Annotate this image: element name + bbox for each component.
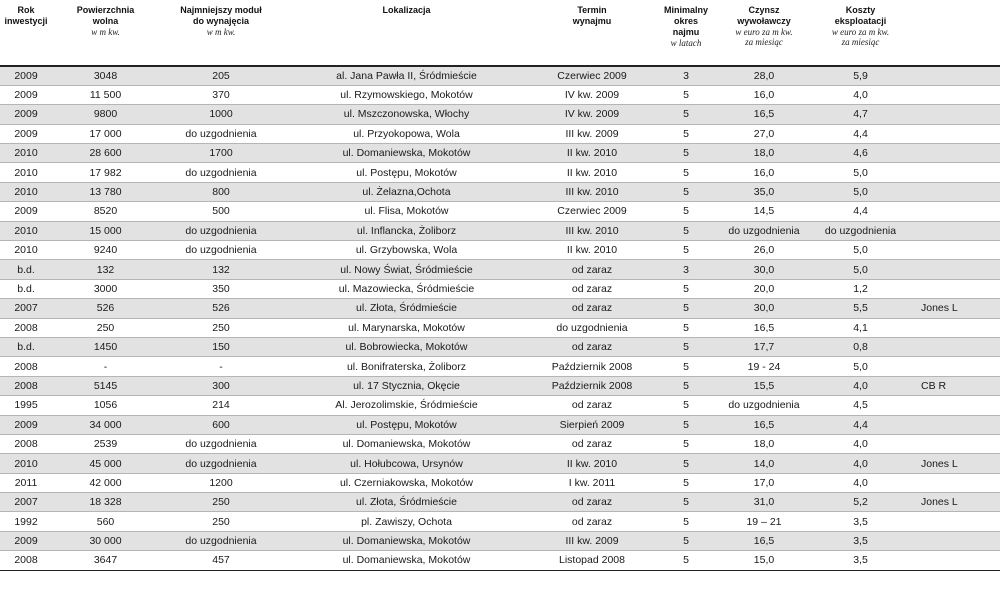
cell-free-area: 17 000 — [52, 124, 159, 143]
header-rent-title: Czynsz wywoławczy — [737, 5, 791, 26]
cell-min-lease: 5 — [654, 163, 718, 182]
header-year — [0, 0, 52, 66]
cell-location: ul. Przyokopowa, Wola — [283, 124, 530, 143]
cell-year: 2010 — [0, 241, 52, 260]
cell-agent — [911, 202, 1000, 221]
cell-free-area: 30 000 — [52, 531, 159, 550]
cell-location: al. Jana Pawła II, Śródmieście — [283, 66, 530, 85]
cell-year: 2009 — [0, 105, 52, 124]
cell-min-lease: 5 — [654, 105, 718, 124]
cell-location: ul. Żelazna,Ochota — [283, 182, 530, 201]
cell-operating-costs: 3,5 — [810, 512, 911, 531]
cell-agent — [911, 473, 1000, 492]
cell-rent: 14,0 — [718, 454, 810, 473]
cell-rent: 18,0 — [718, 144, 810, 163]
cell-rental-date: Czerwiec 2009 — [530, 202, 654, 221]
cell-location: ul. Domaniewska, Mokotów — [283, 551, 530, 570]
cell-free-area: 3048 — [52, 66, 159, 85]
cell-rental-date: od zaraz — [530, 299, 654, 318]
cell-operating-costs: 5,9 — [810, 66, 911, 85]
table-row — [0, 337, 1000, 356]
cell-min-lease: 5 — [654, 337, 718, 356]
cell-min-lease: 5 — [654, 531, 718, 550]
cell-agent — [911, 105, 1000, 124]
cell-rent: do uzgodnienia — [718, 221, 810, 240]
cell-rent: 35,0 — [718, 182, 810, 201]
cell-year: 2010 — [0, 454, 52, 473]
table-row — [0, 512, 1000, 531]
cell-free-area: 9800 — [52, 105, 159, 124]
cell-location: ul. Złota, Śródmieście — [283, 299, 530, 318]
cell-min-lease: 3 — [654, 66, 718, 85]
cell-operating-costs: 5,0 — [810, 182, 911, 201]
cell-rent: 16,5 — [718, 105, 810, 124]
cell-rent: 19 – 21 — [718, 512, 810, 531]
cell-rental-date: od zaraz — [530, 434, 654, 453]
header-free-area — [52, 0, 159, 66]
cell-agent — [911, 66, 1000, 85]
table-body — [0, 66, 1000, 570]
cell-rental-date: II kw. 2010 — [530, 241, 654, 260]
cell-rent: 16,5 — [718, 318, 810, 337]
cell-min-lease: 5 — [654, 221, 718, 240]
cell-year: 2007 — [0, 493, 52, 512]
table-row — [0, 454, 1000, 473]
cell-year: 2008 — [0, 376, 52, 395]
cell-year: 2010 — [0, 163, 52, 182]
cell-rent: 17,7 — [718, 337, 810, 356]
cell-rental-date: IV kw. 2009 — [530, 105, 654, 124]
cell-year: b.d. — [0, 260, 52, 279]
cell-min-lease: 5 — [654, 454, 718, 473]
cell-agent — [911, 163, 1000, 182]
cell-rent: 31,0 — [718, 493, 810, 512]
cell-rental-date: od zaraz — [530, 512, 654, 531]
cell-operating-costs: 4,6 — [810, 144, 911, 163]
cell-min-lease: 5 — [654, 299, 718, 318]
cell-free-area: 1056 — [52, 396, 159, 415]
cell-operating-costs: 4,4 — [810, 124, 911, 143]
cell-operating-costs: 4,1 — [810, 318, 911, 337]
cell-min-lease: 5 — [654, 493, 718, 512]
cell-operating-costs: 5,2 — [810, 493, 911, 512]
table-row — [0, 163, 1000, 182]
cell-rent: do uzgodnienia — [718, 396, 810, 415]
cell-min-lease: 5 — [654, 434, 718, 453]
cell-min-lease: 5 — [654, 473, 718, 492]
cell-rent: 18,0 — [718, 434, 810, 453]
cell-min-lease: 5 — [654, 182, 718, 201]
cell-agent — [911, 396, 1000, 415]
cell-location: ul. Mazowiecka, Śródmieście — [283, 279, 530, 298]
cell-free-area: - — [52, 357, 159, 376]
cell-agent — [911, 85, 1000, 104]
cell-year: 2010 — [0, 221, 52, 240]
cell-agent — [911, 415, 1000, 434]
cell-location: ul. 17 Stycznia, Okęcie — [283, 376, 530, 395]
cell-free-area: 9240 — [52, 241, 159, 260]
cell-operating-costs: 5,5 — [810, 299, 911, 318]
header-min-module — [159, 0, 283, 66]
cell-operating-costs: 5,0 — [810, 260, 911, 279]
cell-year: 2009 — [0, 202, 52, 221]
cell-free-area: 3647 — [52, 551, 159, 570]
cell-location: ul. Grzybowska, Wola — [283, 241, 530, 260]
cell-rental-date: Październik 2008 — [530, 376, 654, 395]
cell-operating-costs: 4,0 — [810, 85, 911, 104]
cell-min-module: 526 — [159, 299, 283, 318]
cell-min-lease: 5 — [654, 241, 718, 260]
cell-operating-costs: 4,0 — [810, 434, 911, 453]
cell-min-module: do uzgodnienia — [159, 163, 283, 182]
header-free-area-unit: w m kw. — [91, 27, 120, 37]
cell-free-area: 132 — [52, 260, 159, 279]
cell-min-module: 250 — [159, 318, 283, 337]
table-row — [0, 182, 1000, 201]
cell-free-area: 250 — [52, 318, 159, 337]
cell-location: ul. Postępu, Mokotów — [283, 415, 530, 434]
cell-location: ul. Nowy Świat, Śródmieście — [283, 260, 530, 279]
cell-operating-costs: 4,0 — [810, 473, 911, 492]
cell-min-module: 457 — [159, 551, 283, 570]
cell-min-module: 205 — [159, 66, 283, 85]
cell-operating-costs: 4,0 — [810, 454, 911, 473]
header-min-lease-title: Minimalny okres najmu — [663, 5, 708, 37]
cell-min-module: do uzgodnienia — [159, 241, 283, 260]
table-row — [0, 85, 1000, 104]
header-agent — [911, 0, 1000, 66]
cell-operating-costs: 4,5 — [810, 396, 911, 415]
cell-min-module: 250 — [159, 512, 283, 531]
cell-year: 2008 — [0, 551, 52, 570]
cell-rent: 16,0 — [718, 163, 810, 182]
cell-min-lease: 5 — [654, 415, 718, 434]
cell-year: 1992 — [0, 512, 52, 531]
cell-agent — [911, 318, 1000, 337]
cell-operating-costs: 5,0 — [810, 163, 911, 182]
cell-free-area: 526 — [52, 299, 159, 318]
table-row — [0, 260, 1000, 279]
cell-min-module: do uzgodnienia — [159, 221, 283, 240]
cell-operating-costs: 1,2 — [810, 279, 911, 298]
table-row — [0, 551, 1000, 570]
cell-min-module: do uzgodnienia — [159, 124, 283, 143]
cell-location: ul. Marynarska, Mokotów — [283, 318, 530, 337]
cell-year: 2009 — [0, 531, 52, 550]
cell-location: ul. Domaniewska, Mokotów — [283, 434, 530, 453]
table-row — [0, 221, 1000, 240]
header-rental-date-title: Termin wynajmu — [572, 5, 612, 26]
cell-rental-date: od zaraz — [530, 337, 654, 356]
cell-location: ul. Flisa, Mokotów — [283, 202, 530, 221]
cell-min-lease: 5 — [654, 202, 718, 221]
cell-location: ul. Domaniewska, Mokotów — [283, 144, 530, 163]
cell-operating-costs: 3,5 — [810, 531, 911, 550]
cell-agent — [911, 337, 1000, 356]
cell-location: ul. Mszczonowska, Włochy — [283, 105, 530, 124]
header-operating-costs-title: Koszty eksploatacji — [834, 5, 887, 26]
table-row — [0, 531, 1000, 550]
cell-min-module: 150 — [159, 337, 283, 356]
cell-year: 2010 — [0, 144, 52, 163]
cell-min-module: 1200 — [159, 473, 283, 492]
cell-location: ul. Złota, Śródmieście — [283, 493, 530, 512]
table-row — [0, 415, 1000, 434]
table-row — [0, 376, 1000, 395]
cell-min-lease: 5 — [654, 357, 718, 376]
cell-operating-costs: 5,0 — [810, 357, 911, 376]
cell-year: 2009 — [0, 415, 52, 434]
cell-min-module: 300 — [159, 376, 283, 395]
cell-operating-costs: 4,4 — [810, 415, 911, 434]
cell-min-lease: 5 — [654, 279, 718, 298]
table-row — [0, 144, 1000, 163]
cell-min-module: 370 — [159, 85, 283, 104]
cell-free-area: 2539 — [52, 434, 159, 453]
cell-location: Al. Jerozolimskie, Śródmieście — [283, 396, 530, 415]
cell-min-lease: 3 — [654, 260, 718, 279]
cell-location: ul. Rzymowskiego, Mokotów — [283, 85, 530, 104]
cell-agent — [911, 512, 1000, 531]
cell-free-area: 15 000 — [52, 221, 159, 240]
table-row — [0, 299, 1000, 318]
cell-min-lease: 5 — [654, 124, 718, 143]
cell-location: ul. Hołubcowa, Ursynów — [283, 454, 530, 473]
table-row — [0, 202, 1000, 221]
cell-free-area: 28 600 — [52, 144, 159, 163]
cell-operating-costs: 0,8 — [810, 337, 911, 356]
table-row — [0, 396, 1000, 415]
header-location — [283, 0, 530, 66]
cell-agent — [911, 551, 1000, 570]
cell-rental-date: od zaraz — [530, 279, 654, 298]
table-row — [0, 434, 1000, 453]
header-year-title: Rok inwestycji — [4, 5, 48, 26]
cell-agent — [911, 357, 1000, 376]
cell-location: pl. Zawiszy, Ochota — [283, 512, 530, 531]
cell-agent — [911, 260, 1000, 279]
cell-location: ul. Bobrowiecka, Mokotów — [283, 337, 530, 356]
cell-rental-date: III kw. 2010 — [530, 221, 654, 240]
header-rent-unit: w euro za m kw. za miesiąc — [735, 27, 793, 47]
cell-min-lease: 5 — [654, 376, 718, 395]
cell-rental-date: III kw. 2009 — [530, 124, 654, 143]
cell-year: 2007 — [0, 299, 52, 318]
cell-agent — [911, 221, 1000, 240]
cell-min-module: 214 — [159, 396, 283, 415]
cell-free-area: 560 — [52, 512, 159, 531]
cell-min-module: 600 — [159, 415, 283, 434]
table-row — [0, 357, 1000, 376]
header-rent — [718, 0, 810, 66]
cell-rent: 30,0 — [718, 260, 810, 279]
cell-agent — [911, 279, 1000, 298]
cell-rental-date: Listopad 2008 — [530, 551, 654, 570]
cell-rental-date: Czerwiec 2009 — [530, 66, 654, 85]
cell-rent: 15,0 — [718, 551, 810, 570]
cell-rent: 16,5 — [718, 415, 810, 434]
header-rental-date — [530, 0, 654, 66]
cell-agent — [911, 241, 1000, 260]
cell-operating-costs: do uzgodnienia — [810, 221, 911, 240]
cell-min-module: 800 — [159, 182, 283, 201]
cell-rent: 16,0 — [718, 85, 810, 104]
header-min-module-title: Najmniejszy moduł do wynajęcia — [180, 5, 262, 26]
cell-rent: 27,0 — [718, 124, 810, 143]
header-operating-costs-unit: w euro za m kw. za miesiąc — [831, 27, 890, 47]
cell-free-area: 18 328 — [52, 493, 159, 512]
header-location-title: Lokalizacja — [382, 5, 431, 15]
cell-min-module: do uzgodnienia — [159, 434, 283, 453]
cell-year: 2008 — [0, 357, 52, 376]
cell-rent: 26,0 — [718, 241, 810, 260]
cell-free-area: 17 982 — [52, 163, 159, 182]
cell-location: ul. Bonifraterska, Żoliborz — [283, 357, 530, 376]
cell-min-module: 350 — [159, 279, 283, 298]
cell-min-lease: 5 — [654, 551, 718, 570]
header-min-module-unit: w m kw. — [206, 27, 236, 37]
cell-min-lease: 5 — [654, 85, 718, 104]
cell-free-area: 13 780 — [52, 182, 159, 201]
cell-min-module: 1700 — [159, 144, 283, 163]
table-header — [0, 0, 1000, 66]
cell-rent: 20,0 — [718, 279, 810, 298]
cell-min-lease: 5 — [654, 512, 718, 531]
cell-rental-date: do uzgodnienia — [530, 318, 654, 337]
header-free-area-title: Powierzchnia wolna — [76, 5, 135, 26]
table-row — [0, 493, 1000, 512]
cell-rental-date: od zaraz — [530, 396, 654, 415]
cell-rental-date: Sierpień 2009 — [530, 415, 654, 434]
cell-agent — [911, 182, 1000, 201]
cell-year: 2009 — [0, 85, 52, 104]
cell-rental-date: od zaraz — [530, 493, 654, 512]
cell-year: 2011 — [0, 473, 52, 492]
cell-agent: Jones L — [911, 454, 1000, 473]
cell-min-module: 250 — [159, 493, 283, 512]
cell-operating-costs: 3,5 — [810, 551, 911, 570]
cell-rental-date: I kw. 2011 — [530, 473, 654, 492]
cell-rent: 19 - 24 — [718, 357, 810, 376]
cell-rent: 17,0 — [718, 473, 810, 492]
table-row — [0, 241, 1000, 260]
cell-agent — [911, 434, 1000, 453]
cell-operating-costs: 4,0 — [810, 376, 911, 395]
cell-min-lease: 5 — [654, 318, 718, 337]
cell-rent: 28,0 — [718, 66, 810, 85]
table-row — [0, 473, 1000, 492]
cell-min-module: - — [159, 357, 283, 376]
cell-year: 2008 — [0, 318, 52, 337]
cell-location: ul. Czerniakowska, Mokotów — [283, 473, 530, 492]
cell-free-area: 3000 — [52, 279, 159, 298]
cell-rental-date: IV kw. 2009 — [530, 85, 654, 104]
cell-operating-costs: 5,0 — [810, 241, 911, 260]
cell-rent: 16,5 — [718, 531, 810, 550]
cell-agent: Jones L — [911, 493, 1000, 512]
cell-agent — [911, 124, 1000, 143]
cell-free-area: 1450 — [52, 337, 159, 356]
cell-min-module: do uzgodnienia — [159, 454, 283, 473]
table-row — [0, 105, 1000, 124]
cell-rental-date: od zaraz — [530, 260, 654, 279]
cell-agent: Jones L — [911, 299, 1000, 318]
cell-year: b.d. — [0, 337, 52, 356]
cell-min-module: do uzgodnienia — [159, 531, 283, 550]
cell-rental-date: II kw. 2010 — [530, 144, 654, 163]
cell-operating-costs: 4,7 — [810, 105, 911, 124]
cell-agent — [911, 144, 1000, 163]
cell-year: 2009 — [0, 66, 52, 85]
cell-year: 2008 — [0, 434, 52, 453]
header-min-lease — [654, 0, 718, 66]
cell-operating-costs: 4,4 — [810, 202, 911, 221]
cell-rent: 14,5 — [718, 202, 810, 221]
cell-agent: CB R — [911, 376, 1000, 395]
cell-free-area: 42 000 — [52, 473, 159, 492]
table-row — [0, 318, 1000, 337]
cell-rental-date: II kw. 2010 — [530, 454, 654, 473]
cell-min-module: 132 — [159, 260, 283, 279]
cell-agent — [911, 531, 1000, 550]
table-row — [0, 66, 1000, 85]
cell-min-lease: 5 — [654, 144, 718, 163]
cell-year: b.d. — [0, 279, 52, 298]
header-operating-costs — [810, 0, 911, 66]
cell-free-area: 45 000 — [52, 454, 159, 473]
table-row — [0, 124, 1000, 143]
header-min-lease-unit: w latach — [670, 38, 702, 48]
cell-rent: 30,0 — [718, 299, 810, 318]
cell-rental-date: III kw. 2009 — [530, 531, 654, 550]
cell-min-module: 500 — [159, 202, 283, 221]
cell-location: ul. Domaniewska, Mokotów — [283, 531, 530, 550]
cell-year: 2010 — [0, 182, 52, 201]
cell-rent: 15,5 — [718, 376, 810, 395]
cell-rental-date: III kw. 2010 — [530, 182, 654, 201]
cell-min-lease: 5 — [654, 396, 718, 415]
cell-location: ul. Inflancka, Żoliborz — [283, 221, 530, 240]
cell-rental-date: Październik 2008 — [530, 357, 654, 376]
cell-free-area: 8520 — [52, 202, 159, 221]
cell-min-module: 1000 — [159, 105, 283, 124]
cell-year: 1995 — [0, 396, 52, 415]
cell-free-area: 34 000 — [52, 415, 159, 434]
cell-location: ul. Postępu, Mokotów — [283, 163, 530, 182]
cell-year: 2009 — [0, 124, 52, 143]
cell-free-area: 11 500 — [52, 85, 159, 104]
cell-rental-date: II kw. 2010 — [530, 163, 654, 182]
table-row — [0, 279, 1000, 298]
cell-free-area: 5145 — [52, 376, 159, 395]
